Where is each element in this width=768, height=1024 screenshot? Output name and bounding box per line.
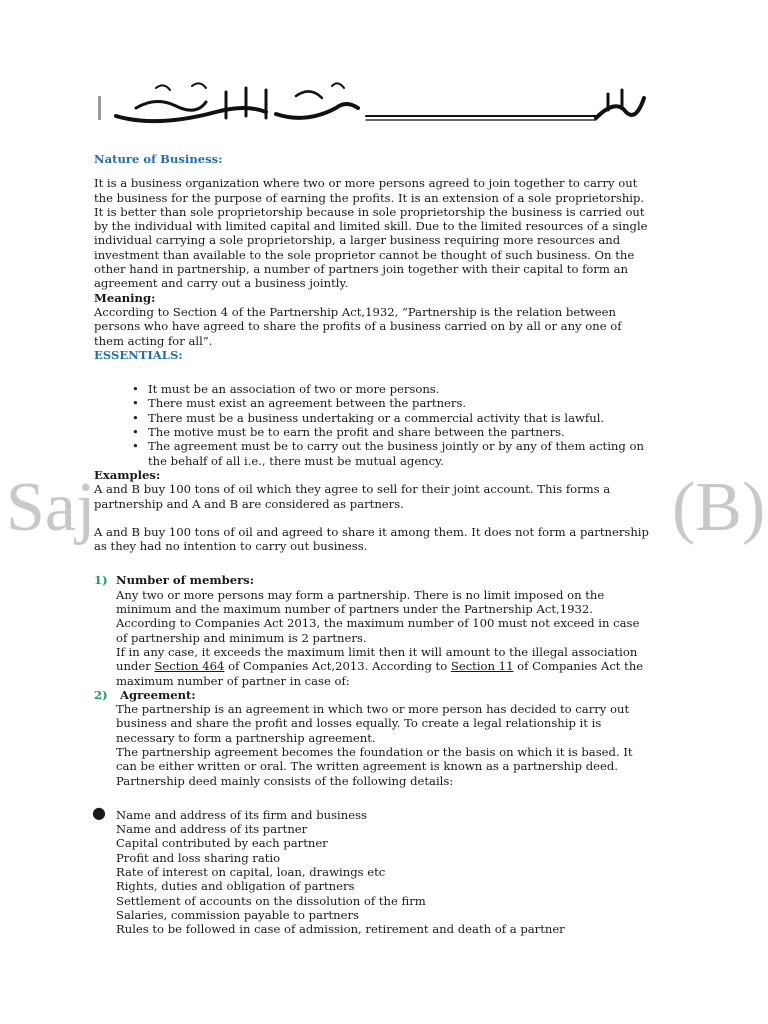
section-line: can be either written or oral. The written agreement is known as a partnership deed.	[116, 759, 618, 774]
section-agreement	[94, 688, 684, 702]
section-line: Any two or more persons may form a partnership. There is no limit imposed on the	[116, 587, 605, 602]
section-line: maximum number of partner in case of:	[116, 673, 350, 688]
meaning-line: persons who have agreed to share the profits of a business carried on by all or any one of	[94, 319, 622, 334]
section-title: Agreement:	[120, 687, 196, 702]
list-item: Name and address of its partner	[116, 822, 308, 837]
nature-line: investment than available to the sole proprietor cannot be thought of such business. On the	[94, 247, 635, 262]
examples-heading: Examples:	[94, 467, 161, 482]
nature-line: It is better than sole proprietorship because in sole proprietorship the business is carried out	[94, 204, 645, 219]
list-item-continuation: the behalf of all i.e., there must be mutual agency.	[148, 453, 444, 468]
list-item: • There must exist an agreement between the partners.	[148, 396, 684, 410]
watermark-left: Saj	[6, 469, 96, 546]
section-line: If in any case, it exceeds the maximum limit then it will amount to the illegal association	[116, 644, 638, 659]
section-line: According to Companies Act 2013, the maximum number of 100 must not exceed in case	[116, 616, 640, 631]
section-title: Number of members:	[116, 573, 254, 588]
list-item: • The agreement must be to carry out the business jointly or by any of them acting on	[148, 439, 684, 453]
meaning-line: them acting for all”.	[94, 333, 213, 348]
list-item: Rights, duties and obligation of partners	[116, 879, 355, 894]
nature-line: It is a business organization where two or more persons agreed to join together to carry out	[94, 176, 638, 191]
nature-line: agreement and carry out a business jointly.	[94, 276, 349, 291]
deed-details-list	[92, 802, 684, 937]
list-item: Settlement of accounts on the dissolution of the firm	[116, 893, 426, 908]
list-item: Name and address of its firm and business	[116, 807, 367, 822]
bullet-icon: ●	[92, 802, 106, 822]
text-fragment: under	[116, 659, 155, 674]
section-line: necessary to form a partnership agreement.	[116, 730, 376, 745]
list-item: Salaries, commission payable to partners	[116, 907, 359, 922]
text-fragment: of Companies Act the	[513, 659, 644, 674]
bismillah-calligraphy	[96, 78, 656, 138]
meaning-line: According to Section 4 of the Partnership Act,1932, “Partnership is the relation between	[94, 304, 616, 319]
text-fragment: of Companies Act,2013. According to	[224, 659, 451, 674]
nature-line: by the individual with limited capital and limited skill. Due to the limited resources of a single	[94, 219, 648, 234]
section-number-of-members	[94, 573, 684, 587]
section-line	[116, 659, 684, 673]
section-number: 2)	[94, 687, 108, 702]
nature-line: individual carrying a sole proprietorship, a larger business requiring more resources and	[94, 233, 621, 248]
section-body	[94, 702, 684, 788]
section-number: 1)	[94, 573, 108, 588]
section-line: business and share the profit and losses equally. To create a legal relationship it is	[116, 716, 602, 731]
list-item: Rules to be followed in case of admission, retirement and death of a partner	[116, 922, 565, 937]
nature-line: other hand in partnership, a number of partners join together with their capital to form an	[94, 262, 628, 277]
section-line: minimum and the maximum number of partners under the Partnership Act,1932.	[116, 602, 593, 617]
section-11-link[interactable]: Section 11	[450, 659, 514, 674]
essentials-heading: ESSENTIALS:	[94, 347, 183, 362]
section-line: The partnership is an agreement in which two or more person has decided to carry out	[116, 702, 630, 717]
section-body	[94, 588, 684, 688]
essentials-list	[94, 382, 684, 453]
section-line: The partnership agreement becomes the foundation or the basis on which it is based. It	[116, 744, 633, 759]
nature-line: the business for the purpose of earning the profits. It is an extension of a sole proprietorship.	[94, 190, 645, 205]
nature-heading: Nature of Business:	[94, 152, 223, 166]
list-item: • There must be a business undertaking or a commercial activity that is lawful.	[148, 411, 684, 425]
example-line: A and B buy 100 tons of oil which they agree to sell for their joint account. This forms a	[94, 482, 611, 497]
list-item: Profit and loss sharing ratio	[116, 850, 281, 865]
list-item: Capital contributed by each partner	[116, 836, 328, 851]
example-line: as they had no intention to carry out business.	[94, 539, 368, 554]
document-body	[94, 152, 684, 937]
section-line: of partnership and minimum is 2 partners.	[116, 630, 367, 645]
list-item: Rate of interest on capital, loan, drawings etc	[116, 865, 386, 880]
section-line: Partnership deed mainly consists of the following details:	[116, 773, 454, 788]
section-464-link[interactable]: Section 464	[154, 659, 225, 674]
example-line: A and B buy 100 tons of oil and agreed to share it among them. It does not form a partnership	[94, 524, 649, 539]
meaning-heading: Meaning:	[94, 290, 156, 305]
list-item: • The motive must be to earn the profit and share between the partners.	[148, 425, 684, 439]
watermark-right: (B)	[672, 469, 766, 546]
list-item: • It must be an association of two or more persons.	[148, 382, 684, 396]
example-line: partnership and A and B are considered as partners.	[94, 496, 404, 511]
